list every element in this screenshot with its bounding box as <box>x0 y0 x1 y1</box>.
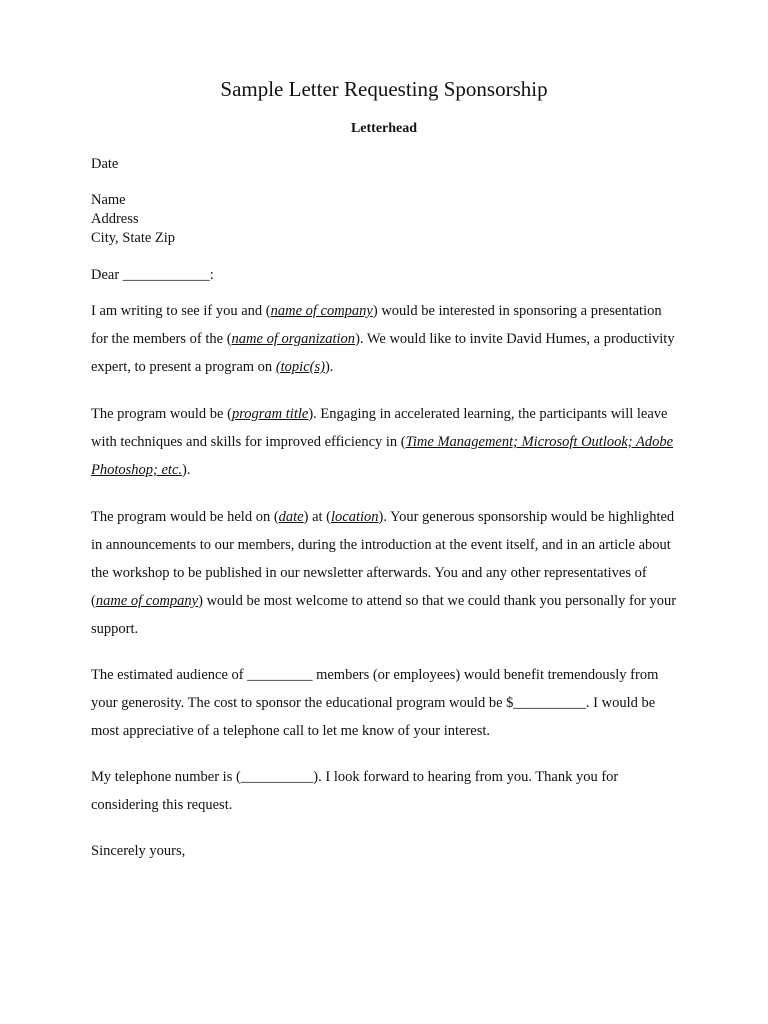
text-run: ). Your generous sponsorship would be highlighted in announcements to our members, during the introduction at the event itself, and in an article about the workshop to be published in our newsletter afterwards. You and any other representatives of ( <box>91 509 675 609</box>
placeholder-location: location <box>331 509 379 525</box>
text-run: ). Engaging in accelerated learning, the participants will leave with techniques and skills for improved efficiency in ( <box>91 406 668 450</box>
placeholder-company: name of company <box>95 593 199 609</box>
placeholder-date: date <box>278 509 304 525</box>
recipient-city: City, State Zip <box>91 230 176 246</box>
text-run: ) would be interested in sponsoring a presentation for the members of the ( <box>91 303 662 347</box>
closing: Sincerely yours, <box>91 843 186 859</box>
recipient-address: Address <box>91 211 139 227</box>
text-run: The program would be held on ( <box>91 509 279 525</box>
recipient-name: Name <box>91 192 126 208</box>
text-run: I am writing to see if you and ( <box>91 303 271 319</box>
paragraph-5: My telephone number is (__________). I look forward to hearing from you. Thank you for considering this request. <box>91 769 619 813</box>
document-title: Sample Letter Requesting Sponsorship <box>220 77 548 101</box>
letterhead-label: Letterhead <box>350 121 418 136</box>
placeholder-company: name of company <box>270 303 373 319</box>
text-run: The program would be ( <box>91 406 232 422</box>
paragraph-2 <box>91 400 681 484</box>
date-line: Date <box>91 156 119 172</box>
salutation: Dear ____________: <box>91 267 214 283</box>
text-run: ) at ( <box>303 509 331 525</box>
paragraph-3 <box>91 503 681 643</box>
text-run: ). <box>324 359 334 375</box>
placeholder-organization: name of organization <box>231 331 356 347</box>
text-run: ). We would like to invite David Humes, a productivity expert, to present a program on <box>91 331 675 375</box>
text-run: ). <box>182 462 191 478</box>
paragraph-4: The estimated audience of _________ members (or employees) would benefit tremendously from your generosity. The cost to sponsor the educational program would be $__________. I would be most appreciative of a telephone call to let me know of your interest. <box>91 667 659 739</box>
placeholder-topics: (topic(s) <box>275 359 325 375</box>
paragraph-1 <box>91 297 681 381</box>
placeholder-program-title: program title <box>231 406 309 422</box>
text-run: ) would be most welcome to attend so that we could thank you personally for your support. <box>91 593 677 637</box>
placeholder-skills: Time Management; Microsoft Outlook; Adobe Photoshop; etc. <box>91 434 674 478</box>
